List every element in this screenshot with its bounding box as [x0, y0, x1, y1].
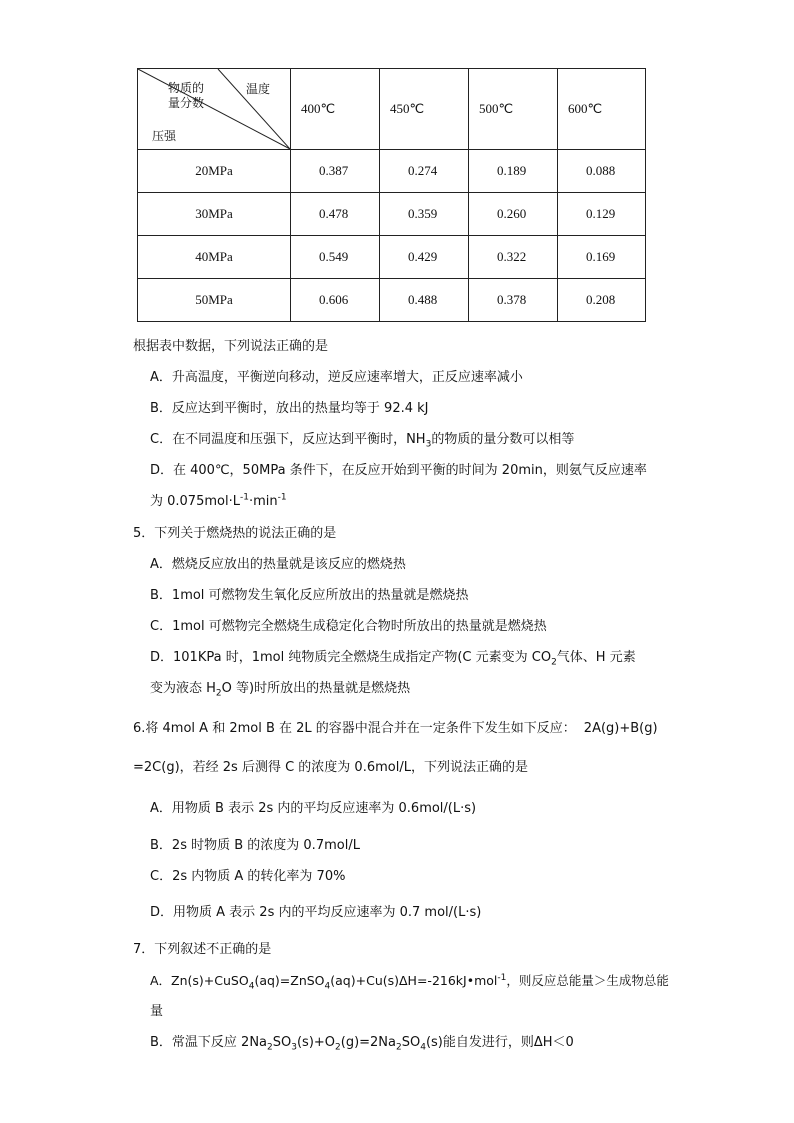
- temp-header: 500℃: [469, 69, 558, 150]
- value-cell: 0.606: [291, 279, 380, 322]
- value-cell: 0.549: [291, 236, 380, 279]
- q5-stem: 5．下列关于燃烧热的说法正确的是: [133, 526, 337, 541]
- q6-stem-line2: =2C(g)，若经 2s 后测得 C 的浓度为 0.6mol/L，下列说法正确的是: [133, 760, 528, 775]
- q4-option-b: B．反应达到平衡时，放出的热量均等于 92.4 kJ: [150, 401, 429, 416]
- q7-option-a-line2: 量: [150, 1004, 164, 1019]
- value-cell: 0.260: [469, 193, 558, 236]
- corner-label-fraction: 物质的 量分数: [168, 81, 205, 110]
- q5-option-a: A．燃烧反应放出的热量就是该反应的燃烧热: [150, 557, 406, 572]
- q5-option-b: B．1mol 可燃物发生氧化反应所放出的热量就是燃烧热: [150, 588, 469, 603]
- table-row: [138, 279, 646, 322]
- q5-option-d-line1: D．101KPa 时，1mol 纯物质完全燃烧生成指定产物(C 元素变为 $CO_2$气体、H 元素: [150, 650, 636, 668]
- q7-option-a-line1: A．Zn(s)+CuSO$_4$(aq)=ZnSO$_4$(aq)+Cu(s)ΔH=-216kJ•mol$^{-1}$，则反应总能量＞生成物总能: [150, 972, 669, 992]
- q7-option-b: B．常温下反应 $2Na_2SO_3(s)+O_2(g)=2Na_2SO_4(s)$能自发进行，则ΔH＜0: [150, 1035, 574, 1053]
- q4-option-d-line2: 为 $0.075mol\cdot L^{-1}\cdot\min^{-1}$: [150, 492, 287, 509]
- pressure-cell: 30MPa: [138, 193, 291, 236]
- value-cell: 0.322: [469, 236, 558, 279]
- q5-option-d-line2: 变为液态 $H_2O$ 等)时所放出的热量就是燃烧热: [150, 681, 411, 699]
- q6-option-a: A．用物质 B 表示 2s 内的平均反应速率为 0.6mol/(L·s): [150, 801, 477, 816]
- temp-header: 600℃: [558, 69, 646, 150]
- q6-option-b: B．2s 时物质 B 的浓度为 0.7mol/L: [150, 838, 360, 853]
- value-cell: 0.387: [291, 150, 380, 193]
- corner-label-temperature: 温度: [246, 82, 271, 96]
- q5-option-c: C．1mol 可燃物完全燃烧生成稳定化合物时所放出的热量就是燃烧热: [150, 619, 547, 634]
- temp-header: 450℃: [380, 69, 469, 150]
- q4-option-a: A．升高温度，平衡逆向移动，逆反应速率增大，正反应速率减小: [150, 370, 523, 385]
- q6-option-d: D．用物质 A 表示 2s 内的平均反应速率为 0.7 mol/(L·s): [150, 905, 482, 920]
- pressure-cell: 40MPa: [138, 236, 291, 279]
- table-header-row: [138, 69, 646, 150]
- table-row: [138, 150, 646, 193]
- table-row: [138, 193, 646, 236]
- table-corner-cell: [138, 69, 291, 150]
- q6-stem-line1: 6.将 4mol A 和 2mol B 在 2L 的容器中混合并在一定条件下发生如下反应： 2A(g)+B(g): [133, 721, 658, 736]
- corner-label-pressure: 压强: [152, 129, 177, 143]
- q4-option-c: C．在不同温度和压强下，反应达到平衡时，$NH_3$的物质的量分数可以相等: [150, 432, 575, 450]
- value-cell: 0.478: [291, 193, 380, 236]
- value-cell: 0.088: [558, 150, 646, 193]
- value-cell: 0.189: [469, 150, 558, 193]
- pressure-cell: 50MPa: [138, 279, 291, 322]
- value-cell: 0.274: [380, 150, 469, 193]
- q7-stem: 7．下列叙述不正确的是: [133, 942, 272, 957]
- q6-equation: 2A(g)+B(g): [583, 721, 658, 736]
- pressure-cell: 20MPa: [138, 150, 291, 193]
- table-row: [138, 236, 646, 279]
- value-cell: 0.488: [380, 279, 469, 322]
- temp-header: 400℃: [291, 69, 380, 150]
- value-cell: 0.129: [558, 193, 646, 236]
- value-cell: 0.208: [558, 279, 646, 322]
- value-cell: 0.429: [380, 236, 469, 279]
- equilibrium-data-table: [137, 68, 646, 322]
- q4-option-d-line1: D．在 400℃，50MPa 条件下，在反应开始到平衡的时间为 20min，则氨气反应速率: [150, 463, 647, 478]
- value-cell: 0.169: [558, 236, 646, 279]
- q4-stem: 根据表中数据，下列说法正确的是: [133, 339, 329, 354]
- value-cell: 0.378: [469, 279, 558, 322]
- q6-option-c: C．2s 内物质 A 的转化率为 70%: [150, 869, 346, 884]
- value-cell: 0.359: [380, 193, 469, 236]
